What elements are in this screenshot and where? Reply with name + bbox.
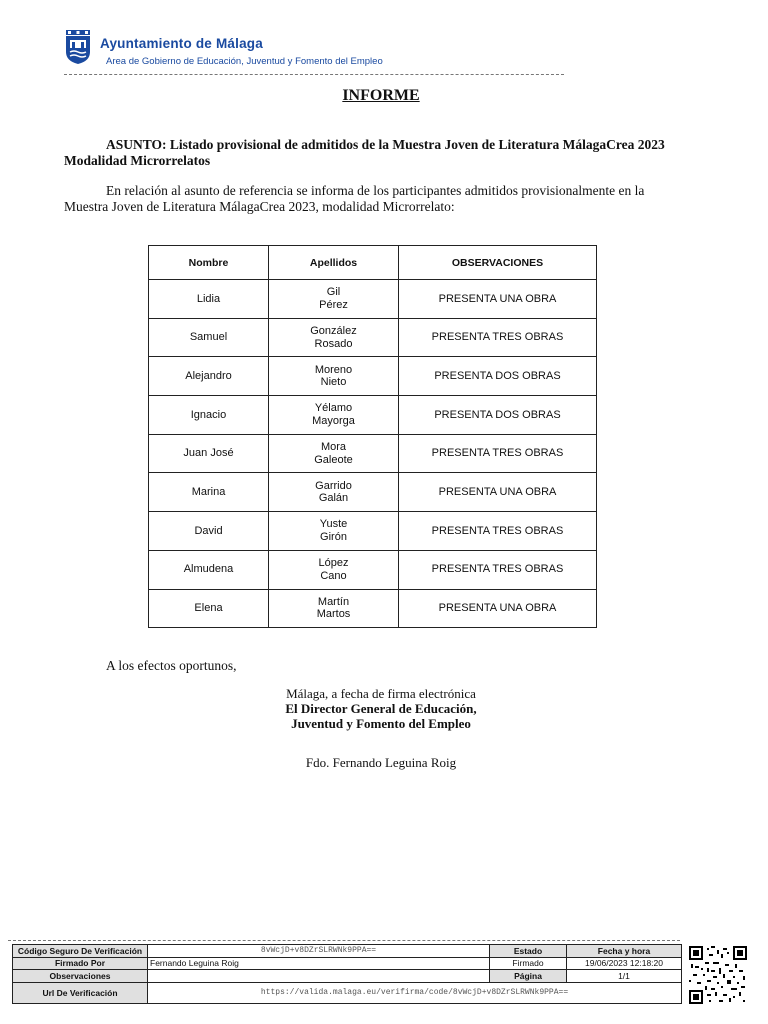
cell-nombre: Almudena [149,550,269,589]
header-divider [64,74,564,75]
cell-observaciones: PRESENTA TRES OBRAS [399,550,597,589]
table-row [149,473,597,512]
fecha-label: Fecha y hora [567,945,682,958]
organization-subtitle: Area de Gobierno de Educación, Juventud y Fomento del Empleo [106,56,383,67]
observaciones-value [148,970,490,983]
csv-label: Código Seguro De Verificación [13,945,148,958]
subject-line-2: Modalidad Microrrelatos [64,153,211,168]
cell-observaciones: PRESENTA TRES OBRAS [399,318,597,357]
cell-observaciones: PRESENTA UNA OBRA [399,589,597,628]
cell-observaciones: PRESENTA TRES OBRAS [399,512,597,551]
cell-apellidos: Yuste Girón [269,512,399,551]
city-shield-icon [64,30,92,64]
column-header-apellidos: Apellidos [269,246,399,280]
cell-apellidos: Moreno Nieto [269,357,399,396]
cell-apellidos: González Rosado [269,318,399,357]
table-row [149,318,597,357]
csv-value: 8vWcjD+v8DZrSLRWNk9PPA== [148,945,490,958]
place-date: Málaga, a fecha de firma electrónica [286,686,476,701]
cell-apellidos: Martín Martos [269,589,399,628]
estado-value: Firmado [490,957,567,970]
table-row [149,357,597,396]
verification-table [12,944,682,1004]
url-value[interactable]: https://valida.malaga.eu/verifirma/code/8vWcjD+v8DZrSLRWNk9PPA== [148,982,682,1003]
cell-observaciones: PRESENTA DOS OBRAS [399,357,597,396]
cell-apellidos: Garrido Galán [269,473,399,512]
organization-title: Ayuntamiento de Málaga [100,36,263,51]
cell-nombre: Lidia [149,280,269,319]
cell-apellidos: Yélamo Mayorga [269,396,399,435]
fecha-value: 19/06/2023 12:18:20 [567,957,682,970]
observaciones-label: Observaciones [13,970,148,983]
signer-role-line-2: Juventud y Fomento del Empleo [291,716,471,731]
cell-apellidos: López Cano [269,550,399,589]
firmado-value: Fernando Leguina Roig [148,957,490,970]
paragraph-line-1: En relación al asunto de referencia se informa de los participantes admitidos provisionalmente en la [106,183,645,198]
table-row [149,434,597,473]
subject [64,137,704,169]
signer-role-line-1: El Director General de Educación, [285,701,477,716]
cell-observaciones: PRESENTA UNA OBRA [399,473,597,512]
document-title: INFORME [342,87,420,104]
cell-observaciones: PRESENTA TRES OBRAS [399,434,597,473]
pagina-label: Página [490,970,567,983]
footer-divider [8,940,680,941]
cell-nombre: Juan José [149,434,269,473]
paragraph-line-2: Muestra Joven de Literatura MálagaCrea 2023, modalidad Microrrelato: [64,199,455,214]
cell-nombre: Samuel [149,318,269,357]
table-row [149,396,597,435]
closing-text: A los efectos oportunos, [106,658,237,673]
estado-label: Estado [490,945,567,958]
cell-nombre: Elena [149,589,269,628]
cell-apellidos: Mora Galeote [269,434,399,473]
column-header-observaciones: OBSERVACIONES [399,246,597,280]
table-row [149,589,597,628]
intro-paragraph [64,183,704,215]
participants-table [148,245,597,628]
subject-line-1: ASUNTO: Listado provisional de admitidos de la Muestra Joven de Literatura MálagaCrea 2023 [106,137,665,152]
table-row [149,550,597,589]
cell-observaciones: PRESENTA DOS OBRAS [399,396,597,435]
column-header-nombre: Nombre [149,246,269,280]
cell-nombre: Ignacio [149,396,269,435]
cell-nombre: David [149,512,269,551]
firmado-label: Firmado Por [13,957,148,970]
signature: Fdo. Fernando Leguina Roig [305,755,457,770]
cell-apellidos: Gil Pérez [269,280,399,319]
cell-nombre: Marina [149,473,269,512]
qr-code-icon [688,946,748,1004]
table-row [149,280,597,319]
pagina-value: 1/1 [567,970,682,983]
url-label: Url De Verificación [13,982,148,1003]
table-header-row [149,246,597,280]
cell-observaciones: PRESENTA UNA OBRA [399,280,597,319]
cell-nombre: Alejandro [149,357,269,396]
table-row [149,512,597,551]
